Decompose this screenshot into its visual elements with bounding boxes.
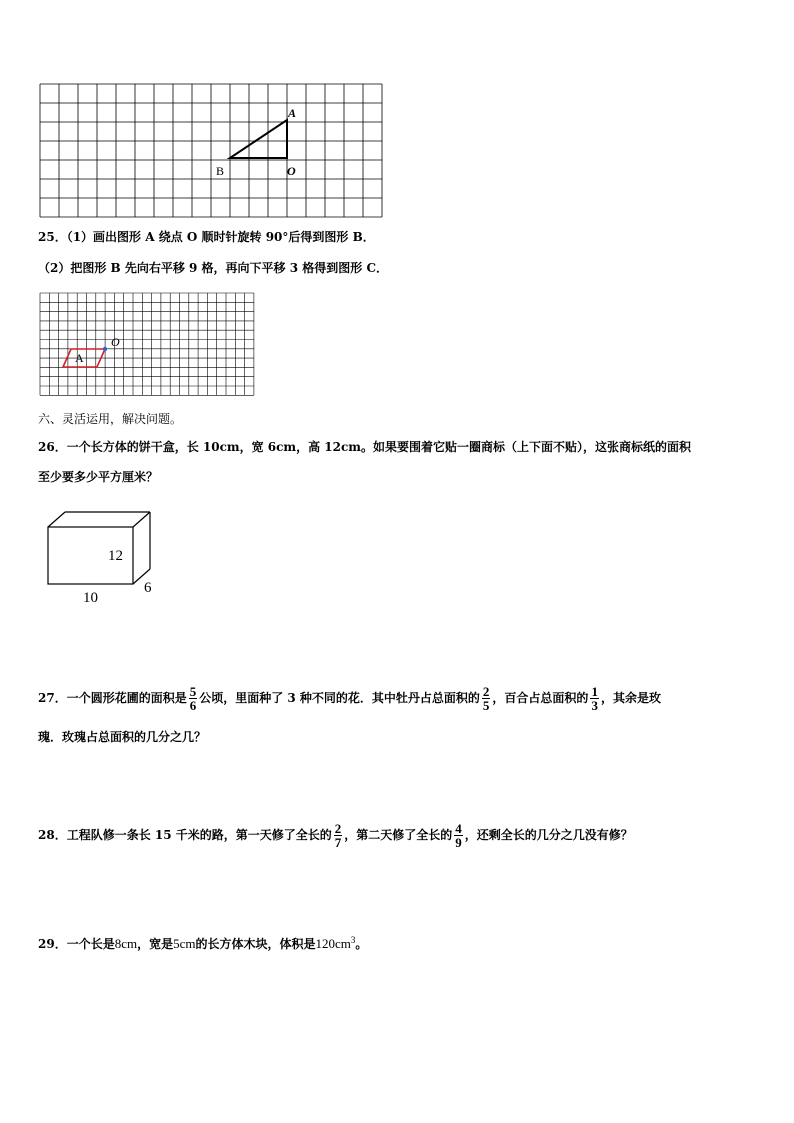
q29-width: 5cm <box>173 936 196 951</box>
q28-line <box>38 820 633 850</box>
q26-line1: 26．一个长方体的饼干盒，长 10cm，宽 6cm，高 12cm。如果要围着它贴一圈商标（上下面不贴），这张商标纸的面积 <box>38 440 691 454</box>
q25-part2: （2）把图形 B 先向右平移 9 格，再向下平移 3 格得到图形 C． <box>38 261 388 275</box>
label-a: A <box>288 106 297 120</box>
q27-seg4: ，其余是玫 <box>600 691 661 705</box>
fraction-five-sixths: $\frac{5}{6}$ <box>189 684 197 713</box>
q28-seg1: 28．工程队修一条长 15 千米的路，第一天修了全长的 <box>38 828 332 842</box>
fraction-one-third: $\frac{1}{3}$ <box>591 684 598 713</box>
q29-line <box>38 932 367 952</box>
box-length-label: 10 <box>83 590 98 606</box>
q27-line2: 瑰．玫瑰占总面积的几分之几？ <box>38 730 207 744</box>
box-width-label: 6 <box>144 580 152 596</box>
label-o-2: O <box>111 335 120 349</box>
q29-seg3: 的长方体木块，体积是 <box>195 937 316 951</box>
cuboid-figure <box>40 505 170 610</box>
q29-volume-exponent: 3 <box>350 935 356 945</box>
q27-seg2: 公顷，里面种了 3 种不同的花．其中牡丹占总面积的 <box>199 691 480 705</box>
q29-volume: 120cm <box>315 936 351 951</box>
q29-seg2: ，宽是 <box>137 937 174 951</box>
q29-seg1: 29．一个长是 <box>38 937 115 951</box>
q29-length: 8cm <box>114 936 138 951</box>
grid-parallelogram-figure <box>39 292 255 398</box>
label-b: B <box>216 164 225 178</box>
q25-part1: 25．（1）画出图形 A 绕点 O 顺时针旋转 90°后得到图形 B． <box>38 230 375 244</box>
fraction-two-fifths: $\frac{2}{5}$ <box>482 684 490 713</box>
section-six-title: 六、灵活运用，解决问题。 <box>38 412 183 426</box>
q28-seg3: ，还剩全长的几分之几没有修？ <box>464 828 633 842</box>
label-a-2: A <box>75 351 84 365</box>
q28-seg2: ，第二天修了全长的 <box>344 828 453 842</box>
point-o <box>103 347 107 351</box>
q27-line1 <box>38 683 661 713</box>
q29-seg4: 。 <box>355 937 368 951</box>
q27-seg3: ，百合占总面积的 <box>492 691 589 705</box>
grid-triangle-figure <box>39 83 383 218</box>
fraction-four-ninths: $\frac{4}{9}$ <box>455 821 462 850</box>
fraction-two-sevenths: $\frac{2}{7}$ <box>334 821 342 850</box>
q27-seg1: 27．一个圆形花圃的面积是 <box>38 691 187 705</box>
label-o: O <box>287 164 296 178</box>
triangle-a <box>230 120 287 158</box>
q26-line2: 至少要多少平方厘米？ <box>38 470 159 484</box>
box-height-label: 12 <box>108 548 123 564</box>
